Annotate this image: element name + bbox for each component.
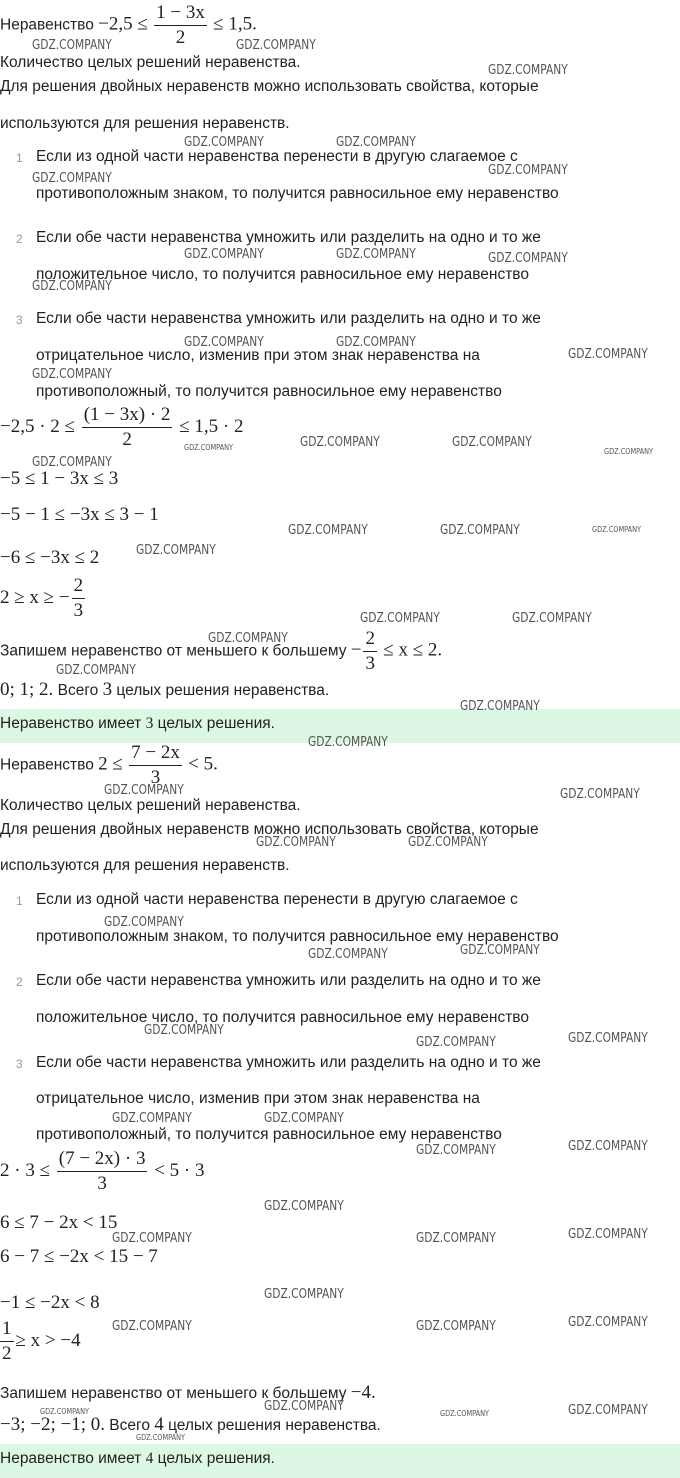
rule-number: 1 — [16, 894, 23, 908]
rule-number: 1 — [16, 151, 23, 165]
task2-solutions — [0, 1414, 381, 1436]
title-math-left: 2 ≤ — [98, 753, 123, 775]
task2-step3: 6 − 7 ≤ −2x < 15 − 7 — [0, 1246, 158, 1267]
task1-step4: −6 ≤ −3x ≤ 2 — [0, 547, 100, 568]
rule-number: 3 — [16, 313, 23, 327]
title-fraction — [154, 2, 207, 49]
watermark: GDZ.COMPANY — [336, 247, 416, 262]
solutions-list: −3; −2; −1; 0. — [0, 1414, 105, 1435]
watermark: GDZ.COMPANY — [136, 1433, 186, 1442]
step-fraction — [72, 575, 86, 622]
title-math-right: < 5. — [188, 753, 218, 775]
step-right: ≥ x > −4 — [15, 1329, 81, 1351]
watermark: GDZ.COMPANY — [416, 1231, 496, 1246]
watermark: GDZ.COMPANY — [336, 135, 416, 150]
step-right: ≤ 1,5 · 2 — [179, 415, 244, 437]
task2-intro-line1: Для решения двойных неравенств можно использовать свойства, которые — [0, 821, 539, 838]
watermark: GDZ.COMPANY — [336, 335, 416, 350]
watermark: GDZ.COMPANY — [460, 943, 540, 958]
frac-numerator: 1 — [0, 1318, 14, 1342]
watermark: GDZ.COMPANY — [32, 171, 112, 186]
frac-denominator: 2 — [122, 429, 132, 450]
watermark: GDZ.COMPANY — [104, 783, 184, 798]
watermark: GDZ.COMPANY — [112, 1231, 192, 1246]
watermark: GDZ.COMPANY — [32, 367, 112, 382]
step-fraction — [57, 1148, 148, 1195]
task2-intro-line2: используются для решения неравенств. — [0, 857, 290, 874]
answer-prefix: Неравенство имеет — [0, 1450, 142, 1467]
solutions-list: 0; 1; 2. — [0, 679, 54, 700]
frac-numerator: (7 − 2x) · 3 — [57, 1148, 148, 1172]
order-minus: − — [350, 639, 362, 661]
frac-numerator: (1 − 3x) · 2 — [82, 404, 173, 428]
solutions-text: Всего — [109, 1417, 150, 1434]
watermark: GDZ.COMPANY — [568, 347, 648, 362]
step-left: −2,5 · 2 ≤ — [0, 415, 75, 437]
frac-numerator: 7 − 2x — [129, 742, 182, 766]
watermark: GDZ.COMPANY — [416, 1143, 496, 1158]
watermark: GDZ.COMPANY — [184, 247, 264, 262]
watermark: GDZ.COMPANY — [488, 63, 568, 78]
solutions-text: целых решения неравенства. — [168, 1417, 381, 1434]
answer-text — [0, 715, 275, 733]
rule-text: положительное число, то получится равносильное ему неравенство — [36, 1009, 529, 1026]
task1-intro-line1: Для решения двойных неравенств можно использовать свойства, которые — [0, 78, 539, 95]
order-math: −4. — [350, 1382, 376, 1403]
watermark: GDZ.COMPANY — [264, 1287, 344, 1302]
frac-numerator: 1 − 3x — [154, 2, 207, 26]
order-right: ≤ x ≤ 2. — [383, 639, 443, 661]
task1-intro-line2: используются для решения неравенств. — [0, 115, 290, 132]
watermark: GDZ.COMPANY — [416, 1035, 496, 1050]
rule-text: положительное число, то получится равносильное ему неравенство — [36, 266, 529, 283]
frac-numerator: 2 — [363, 628, 377, 652]
watermark: GDZ.COMPANY — [32, 455, 112, 470]
watermark: GDZ.COMPANY — [32, 279, 112, 294]
watermark: GDZ.COMPANY — [208, 631, 288, 646]
title-math-right: ≤ 1,5. — [213, 13, 257, 35]
watermark: GDZ.COMPANY — [488, 163, 568, 178]
task2-step4: −1 ≤ −2x < 8 — [0, 1292, 100, 1313]
rule-text: Если из одной части неравенства перенести в другую слагаемое с — [36, 148, 518, 165]
watermark: GDZ.COMPANY — [264, 1111, 344, 1126]
answer-suffix: целых решения. — [157, 715, 275, 732]
step-fraction — [82, 404, 173, 451]
watermark: GDZ.COMPANY — [300, 435, 380, 450]
watermark: GDZ.COMPANY — [112, 1111, 192, 1126]
rule-text: отрицательное число, изменив при этом знак неравенства на — [36, 347, 480, 364]
watermark: GDZ.COMPANY — [136, 543, 216, 558]
watermark: GDZ.COMPANY — [360, 611, 440, 626]
watermark: GDZ.COMPANY — [568, 1227, 648, 1242]
step-left: 2 · 3 ≤ — [0, 1159, 51, 1181]
frac-denominator: 3 — [97, 1173, 107, 1194]
frac-numerator: 2 — [72, 575, 86, 599]
watermark: GDZ.COMPANY — [308, 735, 388, 750]
watermark: GDZ.COMPANY — [560, 787, 640, 802]
answer-count: 4 — [145, 1450, 154, 1467]
watermark: GDZ.COMPANY — [512, 611, 592, 626]
rule-number: 3 — [16, 1057, 23, 1071]
title-prefix: Неравенство — [0, 756, 94, 774]
rule-number: 2 — [16, 232, 23, 246]
watermark: GDZ.COMPANY — [568, 1139, 648, 1154]
rule-number: 2 — [16, 975, 23, 989]
watermark: GDZ.COMPANY — [256, 835, 336, 850]
task1-step2: −5 ≤ 1 − 3x ≤ 3 — [0, 468, 119, 489]
task2-title — [0, 742, 218, 789]
watermark: GDZ.COMPANY — [32, 38, 112, 53]
watermark: GDZ.COMPANY — [452, 435, 532, 450]
rule-text: отрицательное число, изменив при этом знак неравенства на — [36, 1090, 480, 1107]
solutions-count: 3 — [102, 679, 113, 700]
watermark: GDZ.COMPANY — [112, 1319, 192, 1334]
watermark: GDZ.COMPANY — [236, 38, 316, 53]
watermark: GDZ.COMPANY — [40, 1407, 90, 1416]
task2-step5 — [0, 1318, 81, 1365]
order-text: Запишем неравенство от меньшего к большему — [0, 1385, 347, 1402]
task2-subtitle: Количество целых решений неравенства. — [0, 797, 301, 814]
rule-text: противоположный, то получится равносильное ему неравенство — [36, 1126, 502, 1143]
watermark: GDZ.COMPANY — [568, 1315, 648, 1330]
task2-answer-box — [0, 1444, 680, 1478]
watermark: GDZ.COMPANY — [408, 835, 488, 850]
rule-text: противоположным знаком, то получится равносильное ему неравенство — [36, 185, 559, 202]
rule-text: Если обе части неравенства умножить или разделить на одно и то же — [36, 972, 541, 989]
title-math-left: −2,5 ≤ — [98, 13, 148, 35]
watermark: GDZ.COMPANY — [264, 1199, 344, 1214]
watermark: GDZ.COMPANY — [568, 1031, 648, 1046]
task2-step2: 6 ≤ 7 − 2x < 15 — [0, 1212, 118, 1233]
watermark: GDZ.COMPANY — [104, 915, 184, 930]
task1-step3: −5 − 1 ≤ −3x ≤ 3 − 1 — [0, 504, 159, 525]
task2-step1 — [0, 1148, 205, 1195]
task1-subtitle: Количество целых решений неравенства. — [0, 54, 301, 71]
watermark: GDZ.COMPANY — [488, 251, 568, 266]
answer-text — [0, 1450, 275, 1468]
task1-step5 — [0, 575, 87, 622]
watermark: GDZ.COMPANY — [144, 1023, 224, 1038]
watermark: GDZ.COMPANY — [604, 447, 654, 456]
solutions-count: 4 — [154, 1414, 164, 1435]
solutions-text: Всего — [57, 682, 99, 699]
watermark: GDZ.COMPANY — [56, 663, 136, 678]
rule-text: Если обе части неравенства умножить или разделить на одно и то же — [36, 1054, 541, 1071]
solutions-text: целых решения неравенства. — [116, 682, 330, 699]
watermark: GDZ.COMPANY — [568, 1403, 648, 1418]
frac-denominator: 2 — [2, 1343, 12, 1364]
step-fraction — [0, 1318, 14, 1365]
watermark: GDZ.COMPANY — [288, 523, 368, 538]
rule-text: Если обе части неравенства умножить или разделить на одно и то же — [36, 229, 541, 246]
order-fraction — [363, 628, 377, 675]
title-prefix: Неравенство — [0, 16, 94, 34]
watermark: GDZ.COMPANY — [184, 443, 234, 452]
frac-denominator: 3 — [150, 767, 161, 788]
watermark: GDZ.COMPANY — [440, 523, 520, 538]
answer-prefix: Неравенство имеет — [0, 715, 142, 732]
watermark: GDZ.COMPANY — [416, 1319, 496, 1334]
order-text: Запишем неравенство от меньшего к большему — [0, 642, 347, 660]
rule-text: Если обе части неравенства умножить или разделить на одно и то же — [36, 310, 541, 327]
task1-solutions — [0, 679, 329, 701]
title-fraction — [129, 742, 182, 789]
answer-count: 3 — [145, 715, 154, 732]
watermark: GDZ.COMPANY — [592, 525, 642, 534]
watermark: GDZ.COMPANY — [264, 1399, 344, 1414]
watermark: GDZ.COMPANY — [184, 135, 264, 150]
watermark: GDZ.COMPANY — [460, 699, 540, 714]
step-right: < 5 · 3 — [154, 1159, 205, 1181]
step-left: 2 ≥ x ≥ − — [0, 586, 70, 608]
frac-denominator: 3 — [73, 600, 84, 621]
rule-text: противоположным знаком, то получится равносильное ему неравенство — [36, 928, 559, 945]
watermark: GDZ.COMPANY — [184, 335, 264, 350]
frac-denominator: 3 — [365, 653, 375, 674]
watermark: GDZ.COMPANY — [308, 947, 388, 962]
rule-text: Если из одной части неравенства перенести в другую слагаемое с — [36, 891, 518, 908]
frac-denominator: 2 — [175, 27, 186, 48]
answer-suffix: целых решения. — [157, 1450, 275, 1467]
rule-text: противоположный, то получится равносильное ему неравенство — [36, 383, 502, 400]
watermark: GDZ.COMPANY — [440, 1409, 490, 1418]
